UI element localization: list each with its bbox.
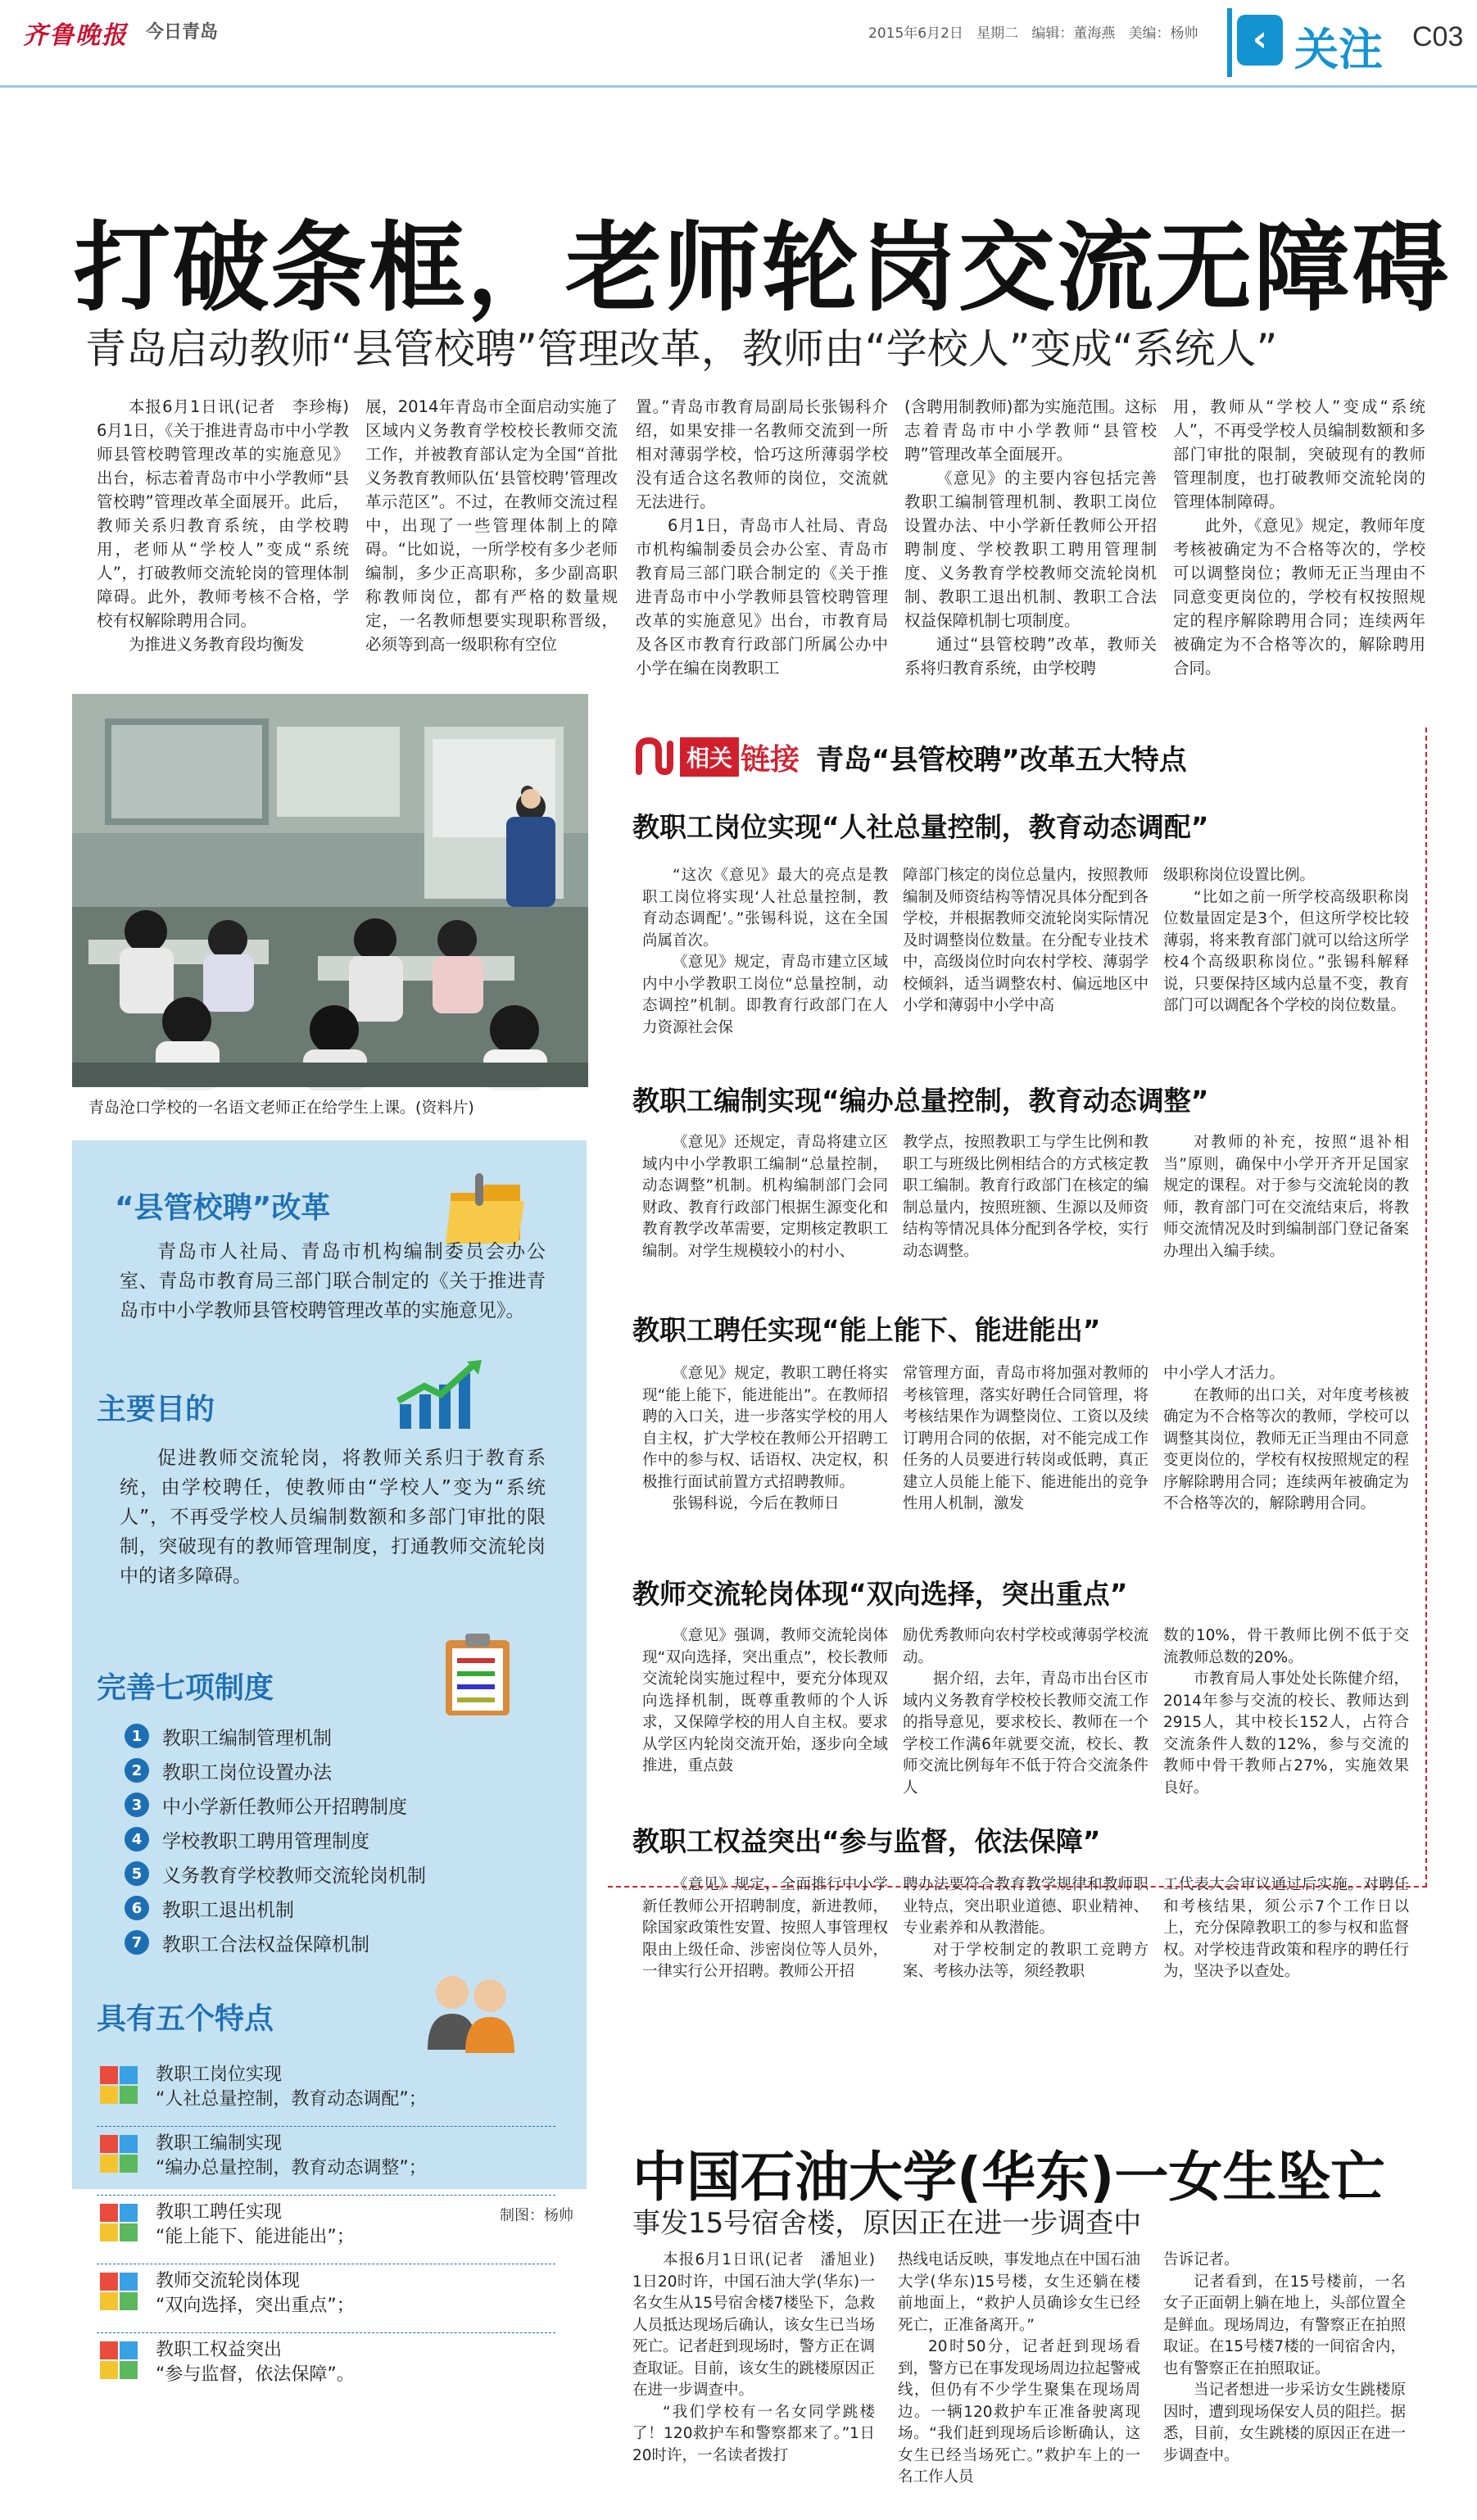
text-column [903, 1363, 1149, 1516]
puzzle-icon [97, 2063, 141, 2107]
paragraph: 《意见》规定，全面推行中小学新任教师公开招聘制度，新进教师，除国家政策性安置、按照人事管理权限由上级任命、涉密岗位等人员外，一律实行公开招聘。教师公开招 [642, 1876, 888, 1980]
lead-paragraph: 6月1日，青岛市人社局、青岛市机构编制委员会办公室、青岛市教育局三部门联合制定的《关于推进青岛市中小学教师县管校聘管理改革的实施意见》出台，市教育局及各区市教育行政部门所属公办中小学在编在岗教职工 [636, 516, 888, 678]
paragraph: “这次《意见》最大的亮点是教职工岗位将实现‘人社总量控制，教育动态调配’。”张锡科说，这在全国尚属首次。 [642, 867, 888, 950]
page-number: C03 [1412, 21, 1464, 52]
related-link-tag [632, 736, 1187, 778]
paragraph: 励优秀教师向农村学校或薄弱学校流动。 [903, 1627, 1149, 1666]
feature-heading: 教职工聘任实现 [156, 2202, 283, 2223]
paragraph: 对教师的补充，按照“退补相当”原则，确保中小学开齐开足国家规定的课程。对于参与交流轮岗的教师，教育部门可在交流结束后，将教师交流情况及时到编制部门登记备案办理出入编手续。 [1163, 1134, 1409, 1260]
systems-list [125, 1719, 550, 1960]
systems-title: 完善七项制度 [97, 1671, 274, 1705]
text-column [903, 1874, 1149, 1983]
paragraph: 本报6月1日讯(记者 潘旭业) 1日20时许，中国石油大学(华东)一名女生从15号宿舍楼7楼坠下，急救人员抵达现场后确认，该女生已当场死亡。记者赶到现场时，警方正在调查取证。目前，该女生的跳楼原因正在进一步调查中。 [632, 2251, 890, 2399]
related-section-heading: 教职工编制实现“编办总量控制，教育动态调整” [632, 1085, 1209, 1117]
list-item [125, 1788, 550, 1822]
puzzle-icon [97, 2269, 141, 2314]
list-item-label: 教职工退出机制 [162, 1899, 294, 1921]
list-item [97, 2264, 555, 2333]
rising-chart-icon [392, 1355, 490, 1437]
list-item-label: 义务教育学校教师交流轮岗机制 [162, 1865, 426, 1887]
puzzle-icon [97, 2200, 141, 2245]
list-item [125, 1822, 550, 1856]
text-column [642, 1874, 888, 1983]
lead-paragraph: (含聘用制教师)都为实施范围。这标志着青岛市中小学教师“县管校聘”管理改革全面展开。 [904, 397, 1157, 464]
link-icon [632, 736, 677, 778]
paragraph: 张锡科说，今后在教师日 [673, 1495, 840, 1512]
list-item-label: 教职工岗位设置办法 [162, 1761, 332, 1783]
text-column [1163, 1132, 1409, 1262]
related-section-body [632, 1625, 1419, 1820]
paragraph: 据介绍，去年，青岛市出台区市域内义务教育学校校长教师交流工作的指导意见，要求校长、教师在一个学校工作满6年就要交流，校长、教师交流比例每年不低于符合交流条件人 [903, 1670, 1149, 1797]
related-tag-prefix: 相关 [680, 737, 739, 777]
photo-caption: 青岛沧口学校的一名语文老师正在给学生上课。(资料片) [88, 1099, 474, 1117]
list-number: 2 [125, 1758, 149, 1783]
lead-column-2 [365, 395, 618, 670]
paragraph: 中小学人才活力。 [1163, 1365, 1285, 1382]
text-column [903, 1132, 1149, 1262]
paragraph: 当记者想进一步采访女生跳楼原因时，遭到现场保安人员的阻拦。据悉，目前，女生跳楼的原因正在进一步调查中。 [1163, 2382, 1407, 2464]
related-section-body [632, 1132, 1419, 1309]
text-column [1163, 1363, 1409, 1516]
paragraph: 常管理方面，青岛市将加强对教师的考核管理，落实好聘任合同管理，将考核结果作为调整岗位、工资以及续订聘用合同的依据，对不能完成工作任务的人员要进行转岗或低聘，真正建立人员能上能下、能进能出的竞争性用人机制，激发 [903, 1365, 1149, 1512]
related-tag-link: 链接 [741, 742, 800, 777]
lead-column-4 [904, 395, 1157, 678]
lead-paragraph: 置。”青岛市教育局副局长张锡科介绍，如果安排一名教师交流到一所相对薄弱学校，恰巧这所薄弱学校没有适合这名教师的岗位，交流就无法进行。 [636, 397, 888, 511]
paragraph: 市教育局人事处处长陈健介绍，2014年参与交流的校长、教师达到2915人，其中校长152人，占符合交流条件人数的12%，参与交流的教师中骨干教师占27%，实施效果良好。 [1163, 1670, 1409, 1797]
list-number: 7 [125, 1930, 149, 1955]
paragraph: 20时50分，记者赶到现场看到，警方已在事发现场周边拉起警戒线，但仍有不少学生聚集在现场周边。一辆120救护车正准备驶离现场。“我们赶到现场后诊断确认，这女生已经当场死亡。”救护车上的一名工作人员 [898, 2338, 1141, 2486]
puzzle-icon [97, 2132, 141, 2176]
goal-description: 促进教师交流轮岗，将教师关系归于教育系统，由学校聘任，使教师由“学校人”变为“系统人”，不再受学校人员编制数额和多部门审批的限制，突破现有的教师管理制度，打通教师交流轮岗中的诸多障碍。 [120, 1448, 546, 1587]
list-number: 6 [125, 1896, 149, 1920]
paragraph: “我们学校有一名女同学跳楼了！120救护车和警察都来了。”1日20时许，一名读者拨打 [632, 2403, 875, 2464]
paragraph: 《意见》还规定，青岛将建立区域内中小学教职工编制“总量控制，动态调整”机制。机构编制部门会同财政、教育行政部门根据生源变化和教育教学改革需要，定期核定教职工编制。对学生规模较小的村小、 [642, 1134, 888, 1260]
related-section-heading: 教职工权益突出“参与监督，依法保障” [632, 1825, 1101, 1857]
list-item [97, 2196, 555, 2264]
feature-detail: “编办总量控制，教育动态调整”； [156, 2158, 427, 2178]
text-column [642, 1625, 888, 1778]
feature-heading: 教职工岗位实现 [156, 2064, 283, 2085]
related-section-heading: 教职工岗位实现“人社总量控制，教育动态调配” [632, 811, 1209, 843]
lead-paragraph: 此外，《意见》规定，教师年度考核被确定为不合格等次的，学校可以调整岗位；教师无正当理由不同意变更岗位的，学校有权按照规定的程序解除聘用合同；连续两年被确定为不合格等次的，解除聘用合同。 [1173, 516, 1425, 678]
paragraph: 对于学校制定的教职工竞聘方案、考核办法等，须经教职 [903, 1941, 1149, 1980]
lead-paragraph: 用，教师从“学校人”变成“系统人”，不再受学校人员编制数额和多部门审批的限制，突破现有的教师管理制度，也打破教师交流轮岗的管理体制障碍。 [1173, 397, 1425, 511]
news-subheadline: 事发15号宿舍楼，原因正在进一步调查中 [632, 2207, 1142, 2240]
news-headline: 中国石油大学(华东)一女生坠亡 [632, 2146, 1385, 2209]
lead-column-1 [97, 395, 365, 670]
list-item [125, 1753, 550, 1788]
lead-paragraph: 为推进义务教育段均衡发 [129, 635, 305, 654]
puzzle-icon [97, 2338, 141, 2382]
focus-section-label: 关注 [1294, 24, 1383, 75]
paragraph: 记者看到，在15号楼前，一名女子正面朝上躺在地上，头部位置全是鲜血。现场周边，有警察正在拍照取证。在15号楼7楼的一间宿舍内，也有警察正在拍照取证。 [1163, 2273, 1407, 2377]
page-header [0, 0, 1477, 90]
paragraph: 热线电话反映，事发地点在中国石油大学(华东)15号楼，女生还躺在楼前地面上，“救护人员确诊女生已经死亡，正准备离开。” [898, 2251, 1141, 2334]
list-number: 5 [125, 1861, 149, 1886]
paragraph: 工代表大会审议通过后实施。对聘任和考核结果，须公示7个工作日以上，充分保障教职工的参与权和监督权。对学校违背政策和程序的聘任行为，坚决予以查处。 [1163, 1876, 1409, 1980]
feature-detail: “人社总量控制，教育动态调配”； [156, 2089, 427, 2110]
focus-arrow-icon: ‹ [1237, 15, 1283, 66]
lead-paragraph: 展，2014年青岛市全面启动实施了区域内义务教育学校校长教师交流工作，并被教育部认定为全国“首批义务教育教师队伍‘县管校聘’管理改革示范区”。不过，在教师交流过程中，出现了一些管理体制上的障碍。“比如说，一所学校有多少老师编制，多少正高职称，多少副高职称教师岗位，都有严格的数量规定，一名教师想要实现职称晋级，必须等到高一级职称有空位 [365, 397, 618, 654]
issue-meta [868, 21, 1198, 42]
header-rule [0, 85, 1477, 88]
list-item [125, 1891, 550, 1925]
paragraph: 《意见》规定，青岛市建立区域内中小学教职工岗位“总量控制，动态调控”机制。即教育行政部门在人力资源社会保 [642, 954, 888, 1036]
goal-title: 主要目的 [97, 1393, 215, 1426]
text-column [642, 865, 888, 1039]
text-column [903, 865, 1149, 1018]
classroom-photo [72, 694, 588, 1087]
main-headline: 打破条框，老师轮岗交流无障碍 [74, 211, 1451, 324]
feature-detail: “参与监督，依法保障”。 [156, 2364, 355, 2385]
list-number: 4 [125, 1827, 149, 1851]
list-item-label: 中小学新任教师公开招聘制度 [162, 1796, 407, 1818]
feature-detail: “双向选择，突出重点”； [156, 2296, 355, 2316]
paragraph: 告诉记者。 [1163, 2251, 1239, 2268]
lead-paragraph: 《意见》的主要内容包括完善教职工编制管理机制、教职工岗位设置办法、中小学新任教师公开招聘制度、学校教职工聘用管理制度、义务教育学校教师交流轮岗机制、教职工退出机制、教职工合法权益保障机制七项制度。 [904, 469, 1157, 630]
newspaper-brand: 齐鲁晚报 [23, 21, 128, 50]
list-item [125, 1719, 550, 1753]
text-column [642, 1132, 888, 1262]
news-body [632, 2250, 1435, 2495]
text-column [898, 2250, 1140, 2489]
paragraph: 《意见》规定，教职工聘任将实现“能上能下，能进能出”。在教师招聘的入口关，进一步落实学校的用人自主权，扩大学校在教师公开招聘工作中的参与权、话语权、决定权，积极推行面试前置方式招聘教师。 [642, 1365, 888, 1491]
reform-title: “县管校聘”改革 [115, 1191, 331, 1225]
issue-date: 2015年6月2日 [868, 25, 963, 42]
list-item-label: 教职工编制管理机制 [162, 1727, 332, 1749]
text-column [1163, 2250, 1406, 2467]
feature-heading: 教职工编制实现 [156, 2133, 283, 2154]
issue-weekday: 星期二 [976, 25, 1019, 42]
reform-description: 青岛市人社局、青岛市机构编制委员会办公室、青岛市教育局三部门联合制定的《关于推进青岛市中小学教师县管校聘管理改革的实施意见》。 [120, 1241, 546, 1321]
related-section-heading: 教师交流轮岗体现“双向选择，突出重点” [632, 1578, 1128, 1610]
paragraph: 《意见》强调，教师交流轮岗体现“双向选择，突出重点”，校长教师交流轮岗实施过程中，要充分体现双向选择机制，既尊重教师的个人诉求，又保障学校的用人自主权。要求从学区内轮岗交流开始，逐步向全域推进，重点鼓 [642, 1627, 888, 1774]
related-section-body [632, 1874, 1419, 2038]
lead-paragraph: 本报6月1日讯(记者 李珍梅) 6月1日，《关于推进青岛市中小学教师县管校聘管理改革的实施意见》出台，标志着青岛市中小学教师“县管校聘”管理改革全面展开。此后，教师关系归教育系统，由学校聘用，老师从“学校人”变成“系统人”，打破教师交流轮岗的管理体制障碍。此外，教师考核不合格，学校有权解除聘用合同。 [97, 397, 365, 630]
classroom-photo-illustration [72, 694, 588, 1087]
paragraph: 级职称岗位设置比例。 [1163, 867, 1316, 884]
lead-column-5 [1173, 395, 1425, 678]
graphic-credit: 制图：杨帅 [500, 2207, 573, 2224]
list-item [125, 1925, 550, 1960]
paragraph: 数的10%，骨干教师比例不低于交流教师总数的20%。 [1163, 1627, 1409, 1666]
text-column [632, 2250, 890, 2467]
section-name: 今日青岛 [146, 22, 219, 43]
paragraph: 障部门核定的岗位总量内，按照教师编制及师资结构等情况具体分配到各学校，并根据教师交流轮岗实际情况及时调整岗位数量。在分配专业技术中，高级岗位时向农村学校、薄弱学校倾斜，适当调整农村、偏远地区中小学和薄弱中小学中高 [903, 867, 1149, 1014]
related-section-body [632, 1363, 1419, 1573]
list-item-label: 学校教职工聘用管理制度 [162, 1830, 369, 1852]
related-section-body [632, 865, 1419, 1080]
lead-column-3 [636, 395, 888, 678]
clipboard-icon [433, 1629, 523, 1719]
feature-heading: 教师交流轮岗体现 [156, 2271, 301, 2291]
list-number: 1 [125, 1724, 149, 1748]
text-column [642, 1363, 888, 1516]
list-item [97, 2127, 555, 2196]
list-item [97, 2058, 555, 2127]
text-column [1163, 865, 1409, 1018]
list-item [97, 2333, 555, 2402]
features-title: 具有五个特点 [97, 2002, 274, 2036]
text-column [1163, 1625, 1409, 1799]
feature-heading: 教职工权益突出 [156, 2340, 283, 2360]
paragraph: “比如之前一所学校高级职称岗位数量固定是3个，但这所学校比较薄弱，将来教育部门就可以给这所学校4个高级职称岗位。”张锡科解释说，只要保持区域内总量不变，教育部门可以调配各个学校的岗位数量。 [1163, 888, 1409, 1014]
paragraph: 聘办法要符合教育教学规律和教师职业特点，突出职业道德、职业精神、专业素养和从教潜能。 [903, 1876, 1149, 1937]
main-subheadline: 青岛启动教师“县管校聘”管理改革，教师由“学校人”变成“系统人” [85, 325, 1278, 373]
text-column [903, 1625, 1149, 1799]
designer-credit: 美编：杨帅 [1128, 25, 1198, 42]
list-item [125, 1856, 550, 1891]
editor-credit: 编辑：董海燕 [1031, 25, 1116, 42]
text-column [1163, 1874, 1409, 1983]
feature-detail: “能上能下、能进能出”； [156, 2227, 355, 2247]
paragraph: 在教师的出口关，对年度考核被确定为不合格等次的教师，学校可以调整其岗位，教师无正当理由不同意变更岗位的，学校有权按照规定的程序解除聘用合同；连续两年被确定为不合格等次的，解除聘用合同。 [1163, 1386, 1409, 1512]
related-title: 青岛“县管校聘”改革五大特点 [816, 743, 1187, 777]
lead-paragraph: 通过“县管校聘”改革，教师关系将归教育系统，由学校聘 [904, 635, 1157, 678]
list-number: 3 [125, 1793, 149, 1817]
paragraph: 教学点，按照教职工与学生比例和教职工与班级比例相结合的方式核定教职工编制。教育行政部门在核定的编制总量内，按照班额、生源以及师资结构等情况具体分配到各学校，实行动态调整。 [903, 1134, 1149, 1260]
related-section-heading: 教职工聘任实现“能上能下、能进能出” [632, 1314, 1101, 1346]
people-icon [416, 1968, 523, 2058]
features-list [97, 2058, 555, 2402]
list-item-label: 教职工合法权益保障机制 [162, 1933, 369, 1956]
